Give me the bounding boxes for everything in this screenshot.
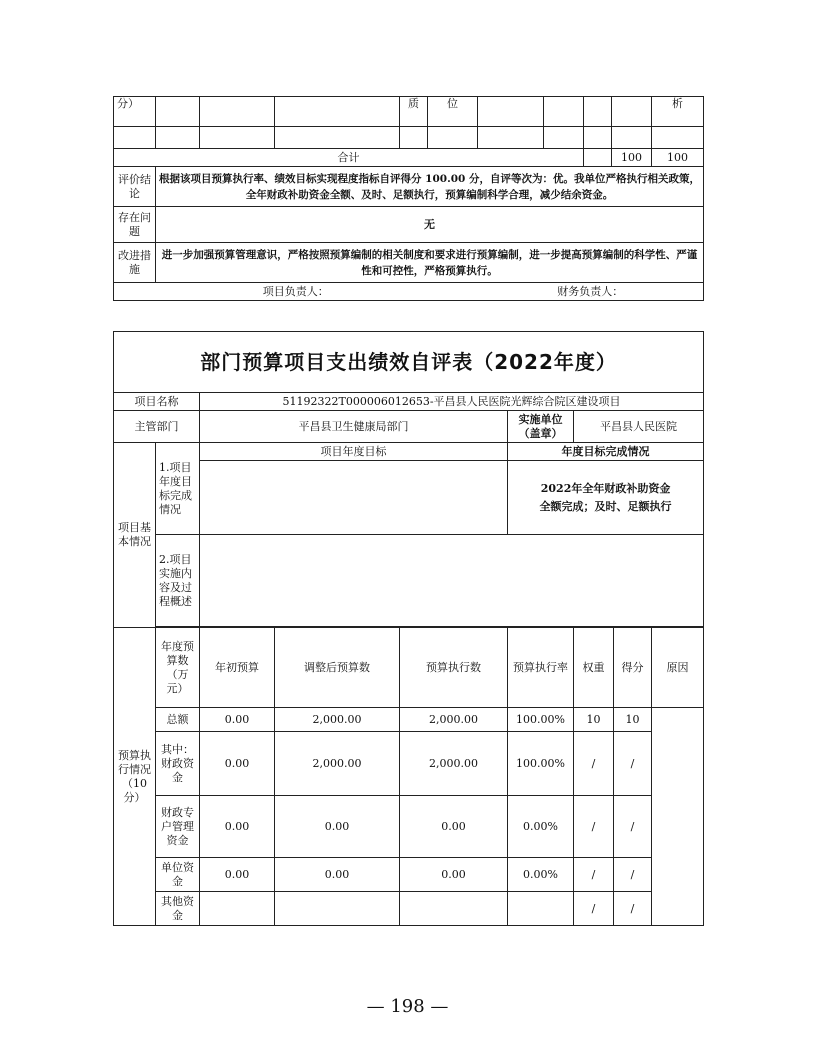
header-reason: 原因 — [652, 628, 704, 708]
goal-status-header: 年度目标完成情况 — [508, 443, 704, 461]
row-label: 总额 — [156, 708, 200, 732]
cell-weight: / — [574, 796, 614, 858]
cell-executed — [400, 892, 508, 926]
conclusion-label: 评价结论 — [114, 167, 156, 207]
basic-info-label: 项目基本情况 — [114, 443, 156, 628]
cell-adjusted: 2,000.00 — [275, 732, 400, 796]
cell-weight: / — [574, 732, 614, 796]
goal-status-text: 2022年全年财政补助资金全额完成；及时、足额执行 — [508, 461, 704, 535]
cell-rate: 0.00% — [508, 796, 574, 858]
improve-text: 进一步加强预算管理意识，严格按照预算编制的相关制度和要求进行预算编制，进一步提高预算编制的科学性、严谨性和可控性，严格预算执行。 — [156, 243, 704, 283]
cell-weight: 10 — [574, 708, 614, 732]
cell-adjusted: 0.00 — [275, 796, 400, 858]
cell-initial — [200, 892, 275, 926]
goal-completion-label: 1.项目年度目标完成情况 — [156, 443, 200, 535]
cell-score: / — [614, 796, 652, 858]
cell-adjusted: 2,000.00 — [275, 708, 400, 732]
budget-header-label: 年度预算数（万元） — [156, 628, 200, 708]
implementation-label: 2.项目实施内容及过程概述 — [156, 535, 200, 627]
total-score: 100 — [652, 149, 704, 167]
annual-goal-value — [200, 461, 508, 535]
page-title: 部门预算项目支出绩效自评表（2022年度） — [114, 332, 704, 393]
cell-executed: 2,000.00 — [400, 708, 508, 732]
row-fragment-position: 位 — [428, 97, 478, 127]
cell-executed: 0.00 — [400, 796, 508, 858]
issues-label: 存在问题 — [114, 207, 156, 243]
reason-cell — [652, 708, 704, 926]
row-label-fragment: 分） — [114, 97, 156, 127]
cell-score: 10 — [614, 708, 652, 732]
page-number: — 198 — — [366, 996, 449, 1017]
budget-exec-label: 预算执行情况（10分） — [114, 628, 156, 926]
cell-weight: / — [574, 892, 614, 926]
impl-unit-label: 实施单位（盖章） — [508, 411, 574, 443]
cell-initial: 0.00 — [200, 858, 275, 892]
self-evaluation-table — [113, 331, 704, 926]
cell-initial: 0.00 — [200, 708, 275, 732]
issues-text: 无 — [156, 207, 704, 243]
cell-rate — [508, 892, 574, 926]
row-label: 其他资金 — [156, 892, 200, 926]
improve-label: 改进措施 — [114, 243, 156, 283]
dept-value: 平昌县卫生健康局部门 — [200, 411, 508, 443]
project-name-value: 51192322T000006012653-平昌县人民医院光辉综合院区建设项目 — [200, 393, 704, 411]
conclusion-text: 根据该项目预算执行率、绩效目标实现程度指标自评得分 100.00 分，自评等次为：优。我单位严格执行相关政策，全年财政补助资金全额、及时、足额执行，预算编制科学合理，减少结余资金。 — [156, 167, 704, 207]
header-score: 得分 — [614, 628, 652, 708]
cell-adjusted: 0.00 — [275, 858, 400, 892]
cell-executed: 2,000.00 — [400, 732, 508, 796]
project-name-label: 项目名称 — [114, 393, 200, 411]
finance-lead-label: 财务负责人： — [478, 283, 704, 301]
cell-initial: 0.00 — [200, 796, 275, 858]
cell-rate: 100.00% — [508, 708, 574, 732]
row-fragment-quality: 质 — [400, 97, 428, 127]
header-initial: 年初预算 — [200, 628, 275, 708]
row-fragment-analysis: 析 — [652, 97, 704, 127]
cell-weight: / — [574, 858, 614, 892]
row-label: 其中：财政资金 — [156, 732, 200, 796]
cell-executed: 0.00 — [400, 858, 508, 892]
row-label: 财政专户管理资金 — [156, 796, 200, 858]
dept-label: 主管部门 — [114, 411, 200, 443]
previous-evaluation-table — [113, 96, 704, 301]
header-weight: 权重 — [574, 628, 614, 708]
row-label: 单位资金 — [156, 858, 200, 892]
total-label: 合计 — [114, 149, 584, 167]
cell-score: / — [614, 732, 652, 796]
implementation-value — [200, 535, 704, 627]
cell-score: / — [614, 858, 652, 892]
header-rate: 预算执行率 — [508, 628, 574, 708]
header-adjusted: 调整后预算数 — [275, 628, 400, 708]
annual-goal-header: 项目年度目标 — [200, 443, 508, 461]
cell-initial: 0.00 — [200, 732, 275, 796]
impl-unit-value: 平昌县人民医院 — [574, 411, 704, 443]
cell-score: / — [614, 892, 652, 926]
cell-rate: 100.00% — [508, 732, 574, 796]
project-lead-label: 项目负责人： — [114, 283, 478, 301]
header-executed: 预算执行数 — [400, 628, 508, 708]
cell-rate: 0.00% — [508, 858, 574, 892]
cell-adjusted — [275, 892, 400, 926]
total-weight: 100 — [612, 149, 652, 167]
